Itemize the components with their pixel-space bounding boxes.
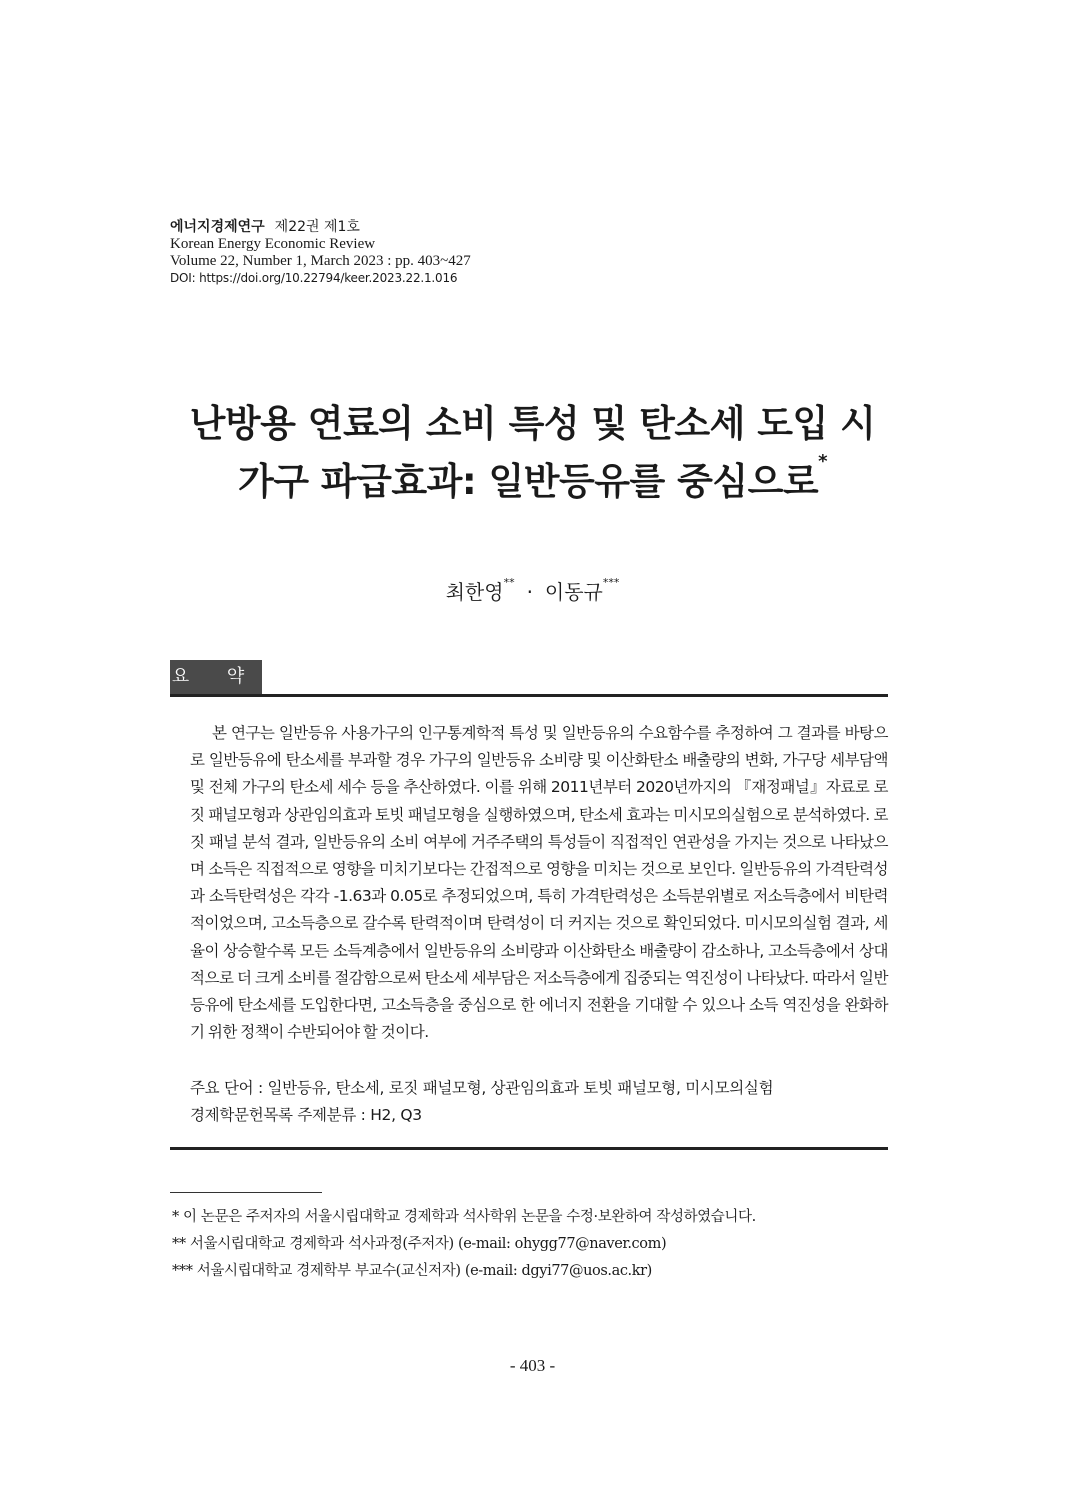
- volume-en: Volume 22, Number 1, March 2023 : pp. 403~427: [170, 253, 471, 269]
- volume-kr: 제22권 제1호: [274, 219, 360, 235]
- paper-title: [120, 395, 945, 511]
- title-line-2: [120, 453, 945, 511]
- footnote-divider: [170, 1192, 322, 1193]
- journal-name-kr: 에너지경제연구: [170, 219, 265, 235]
- jel-classification: 경제학문헌목록 주제분류 : H2, Q3: [190, 1106, 422, 1124]
- footnote-3: *** 서울시립대학교 경제학부 부교수(교신저자) (e-mail: dgyi77@uos.ac.kr): [172, 1263, 652, 1279]
- abstract-bottom-rule: [170, 1147, 888, 1150]
- footnote-2: ** 서울시립대학교 경제학과 석사과정(주저자) (e-mail: ohygg77@naver.com): [172, 1236, 667, 1252]
- abstract-top-rule: [170, 694, 888, 697]
- author-2-mark: ***: [602, 576, 620, 589]
- journal-header: [170, 219, 471, 287]
- keywords-block: [190, 1075, 773, 1129]
- author-1: 최한영: [445, 580, 504, 604]
- doi-link[interactable]: DOI: https://doi.org/10.22794/keer.2023.22.1.016: [170, 271, 458, 285]
- author-1-mark: **: [503, 576, 515, 589]
- title-footnote-mark: *: [818, 451, 827, 472]
- title-line-1: 난방용 연료의 소비 특성 및 탄소세 도입 시: [189, 402, 876, 445]
- author-2: 이동규: [544, 580, 603, 604]
- author-separator: ·: [526, 580, 533, 604]
- title-line-2-text: 가구 파급효과: 일반등유를 중심으로: [238, 460, 819, 503]
- journal-name-kr-line: [170, 219, 471, 236]
- page-number: - 403 -: [509, 1356, 556, 1375]
- footnote-1: * 이 논문은 주저자의 서울시립대학교 경제학과 석사학위 논문을 수정·보완하여 작성하였습니다.: [172, 1209, 756, 1225]
- abstract-text: 본 연구는 일반등유 사용가구의 인구통계학적 특성 및 일반등유의 수요함수를 추정하여 그 결과를 바탕으로 일반등유에 탄소세를 부과할 경우 가구의 일반등유 소비량 및 이산화탄소 배출량의 변화, 가구당 세부담액 및 전체 가구의 탄소세 세수 등을 추산하였다. 이를 위해 2011년부터 2020년까지의 『재정패널』자료로 로짓 패널모형과 상관임의효과 토빗 패널모형을 실행하였으며, 탄소세 효과는 미시모의실험으로 분석하였다. 로짓 패널 분석 결과, 일반등유의 소비 여부에 거주주택의 특성들이 직접적인 연관성을 가지는 것으로 나타났으며 소득은 직접적으로 영향을 미치기보다는 간접적으로 영향을 미치는 것으로 보인다. 일반등유의 가격탄력성과 소득탄력성은 각각 -1.63과 0.05로 추정되었으며, 특히 가격탄력성은 소득분위별로 저소득층에서 비탄력적이었으며, 고소득층으로 갈수록 탄력적이며 탄력성이 더 커지는 것으로 확인되었다. 미시모의실험 결과, 세율이 상승할수록 모든 소득계층에서 일반등유의 소비량과 이산화탄소 배출량이 감소하나, 고소득층에서 상대적으로 더 크게 소비를 절감함으로써 탄소세 세부담은 저소득층에게 집중되는 역진성이 나타났다. 따라서 일반등유에 탄소세를 도입한다면, 고소득층을 중심으로 한 에너지 전환을 기대할 수 있으나 소득 역진성을 완화하기 위한 정책이 수반되어야 할 것이다.: [190, 724, 888, 1042]
- footnotes: [172, 1204, 756, 1285]
- journal-name-en: Korean Energy Economic Review: [170, 236, 376, 252]
- abstract-heading: 요 약: [170, 660, 262, 694]
- keywords: 주요 단어 : 일반등유, 탄소세, 로짓 패널모형, 상관임의효과 토빗 패널모형, 미시모의실험: [190, 1079, 774, 1097]
- author-list: [0, 576, 1065, 605]
